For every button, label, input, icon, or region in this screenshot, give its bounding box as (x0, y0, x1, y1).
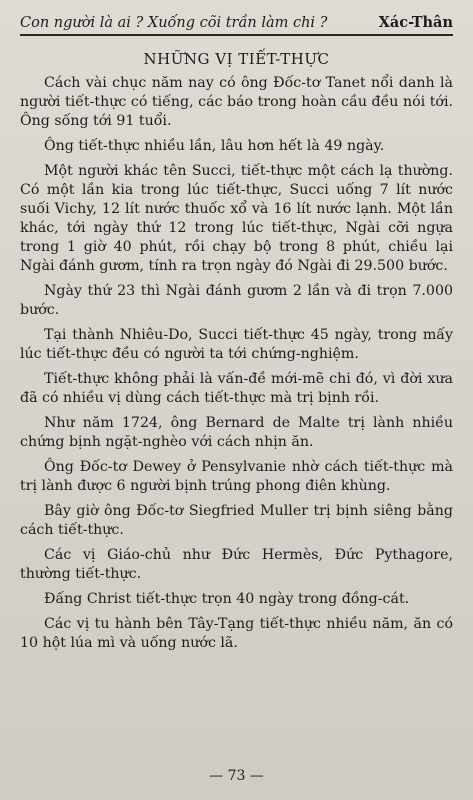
paragraph: Đấng Christ tiết-thực trọn 40 ngày trong đồng-cát. (44, 591, 410, 607)
paragraph: Ông Đốc-tơ Dewey ở Pensylvanie nhờ cách tiết-thực mà trị lành được 6 người bịnh trúng phong điên khùng. (20, 459, 453, 494)
paragraph: Bây giờ ông Đốc-tơ Siegfried Muller trị bịnh siêng bằng cách tiết-thực. (20, 503, 453, 538)
book-author: Xác-Thân (378, 14, 453, 31)
paragraph: Tại thành Nhiêu-Do, Succi tiết-thực 45 ngày, trong mấy lúc tiết-thực đều có người ta tới chứng-nghiệm. (20, 327, 453, 362)
paragraph: Tiết-thực không phải là vấn-đề mới-mẽ chi đó, vì đời xưa đã có nhiều vị dùng cách tiết-thực mà trị bịnh rồi. (20, 371, 453, 406)
paragraph: Ông tiết-thực nhiều lần, lâu hơn hết là 49 ngày. (44, 138, 385, 154)
paragraph: Cách vài chục năm nay có ông Đốc-tơ Tanet nổi danh là người tiết-thực có tiếng, các báo trong hoàn cầu đều nói tới. Ông sống tới 91 tuổi. (20, 75, 453, 129)
book-title: Con người là ai ? Xuống cõi trần làm chi ? (20, 15, 328, 31)
paragraph: Như năm 1724, ông Bernard de Malte trị lành nhiều chứng bịnh ngặt-nghèo với cách nhịn ăn. (20, 415, 453, 450)
page-number: — 73 — (209, 768, 264, 784)
paragraph: Các vị Giáo-chủ như Đức Hermès, Đức Pythagore, thường tiết-thực. (20, 547, 453, 582)
running-header (20, 14, 453, 36)
paragraph: Các vị tu hành bên Tây-Tạng tiết-thực nhiều năm, ăn có 10 hột lúa mì và uống nước lã. (20, 616, 453, 651)
section-title: NHỮNG VỊ TIẾT-THỰC (143, 50, 330, 68)
paragraph: Ngày thứ 23 thì Ngài đánh gươm 2 lần và đi trọn 7.000 bước. (20, 283, 453, 318)
paragraph: Một người khác tên Succi, tiết-thực một cách lạ thường. Có một lần kia trong lúc tiết-thực, Succi uống 7 lít nước suối Vichy, 12 lít nước thuốc xổ và 16 lít nước lạnh. Một lần khác, tới ngày thứ 12 trong lúc tiết-thực, Ngài cỡi ngựa trong 1 giờ 40 phút, rồi chạy bộ trong 8 phút, chiều lại Ngài đánh gươm, tính ra trọn ngày đó Ngài đi 29.500 bước. (20, 163, 453, 274)
